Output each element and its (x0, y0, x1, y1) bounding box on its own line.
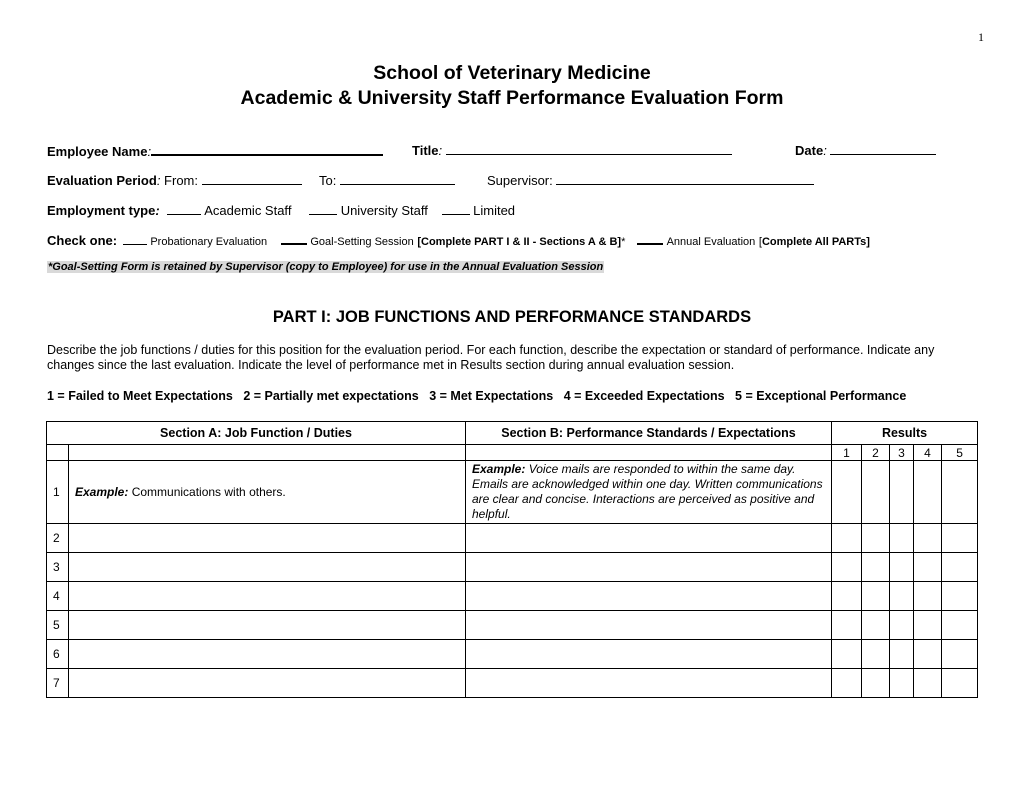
row-number: 1 (47, 461, 69, 524)
job-function-cell[interactable] (69, 669, 466, 698)
scale-1: 1 = Failed to Meet Expectations (47, 389, 233, 403)
result-cell[interactable] (832, 640, 862, 669)
row-number: 4 (47, 582, 69, 611)
to-date-field[interactable] (340, 172, 455, 185)
row-number: 7 (47, 669, 69, 698)
part1-heading: PART I: JOB FUNCTIONS AND PERFORMANCE STANDARDS (272, 308, 752, 326)
result-cell[interactable] (862, 582, 890, 611)
employment-type-row: Employment type: Academic Staff University Staff Limited (47, 203, 516, 218)
result-cell[interactable] (890, 461, 914, 524)
table-row (47, 611, 978, 640)
supervisor-group (487, 172, 814, 188)
result-cell[interactable] (832, 582, 862, 611)
scale-5: 5 = Exceptional Performance (735, 389, 907, 403)
result-cell[interactable] (862, 611, 890, 640)
job-functions-table (46, 421, 978, 698)
goal-setting-note: [Complete PART I & II - Sections A & B] (417, 236, 622, 248)
result-cell[interactable] (942, 640, 978, 669)
employee-name-field[interactable] (151, 142, 383, 156)
result-cell[interactable] (914, 553, 942, 582)
table-row (47, 582, 978, 611)
scale-4: 4 = Exceeded Expectations (563, 389, 725, 403)
page-number: 1 (978, 30, 984, 44)
date-field[interactable] (830, 142, 936, 155)
result-cell[interactable] (942, 669, 978, 698)
job-function-cell[interactable] (69, 553, 466, 582)
date-group: Date: (795, 142, 936, 158)
limited-label: Limited (473, 203, 516, 218)
result-cell[interactable] (942, 461, 978, 524)
annual-label: Annual Evaluation (666, 236, 756, 248)
example-label: Example: (75, 485, 129, 499)
result-cell[interactable] (862, 640, 890, 669)
result-cell[interactable] (832, 461, 862, 524)
supervisor-field[interactable] (556, 172, 814, 185)
university-staff-checkbox[interactable] (309, 202, 337, 215)
result-level-3: 3 (890, 445, 914, 461)
result-cell[interactable] (890, 582, 914, 611)
result-level-4: 4 (914, 445, 942, 461)
from-date-field[interactable] (202, 172, 302, 185)
rating-scale (47, 389, 913, 403)
result-cell[interactable] (862, 553, 890, 582)
section-b-header: Section B: Performance Standards / Expectations (466, 422, 832, 445)
result-cell[interactable] (832, 611, 862, 640)
title-label: Title (412, 143, 439, 158)
job-function-cell[interactable] (69, 461, 466, 524)
employee-name-label: Employee Name (47, 144, 148, 159)
result-level-1: 1 (832, 445, 862, 461)
scale-3: 3 = Met Expectations (429, 389, 554, 403)
title-group: Title: (412, 142, 732, 158)
result-level-2: 2 (862, 445, 890, 461)
table-header-row (47, 422, 978, 445)
result-cell[interactable] (914, 461, 942, 524)
results-level-row (47, 445, 978, 461)
supervisor-label: Supervisor: (487, 173, 553, 188)
result-cell[interactable] (890, 640, 914, 669)
performance-standard-cell[interactable] (466, 524, 832, 553)
annual-note: Complete All PARTs (761, 236, 867, 248)
result-cell[interactable] (832, 524, 862, 553)
table-row (47, 524, 978, 553)
result-cell[interactable] (832, 669, 862, 698)
from-label: From: (160, 173, 198, 188)
result-cell[interactable] (942, 582, 978, 611)
employee-info-row: Employee Name: (47, 142, 383, 159)
form-title: Academic & University Staff Performance Evaluation Form (240, 87, 784, 109)
result-cell[interactable] (890, 611, 914, 640)
evaluation-period-row: Evaluation Period: From: (47, 172, 302, 188)
result-cell[interactable] (914, 524, 942, 553)
performance-standard-cell[interactable] (466, 611, 832, 640)
performance-standard-cell[interactable] (466, 582, 832, 611)
row-number: 6 (47, 640, 69, 669)
employment-type-label: Employment type (47, 203, 156, 218)
scale-2: 2 = Partially met expectations (243, 389, 419, 403)
goal-setting-retention-note: *Goal-Setting Form is retained by Supervisor (copy to Employee) for use in the Annual Evaluation Session (48, 261, 604, 273)
performance-standard-cell[interactable] (466, 640, 832, 669)
example-label: Example: (472, 462, 526, 476)
goal-setting-checkbox[interactable] (281, 231, 307, 245)
row-number: 5 (47, 611, 69, 640)
result-cell[interactable] (890, 553, 914, 582)
result-cell[interactable] (914, 669, 942, 698)
academic-staff-label: Academic Staff (204, 203, 292, 218)
check-one-label: Check one: (47, 233, 118, 248)
result-cell[interactable] (890, 524, 914, 553)
result-cell[interactable] (942, 524, 978, 553)
performance-standard-cell[interactable] (466, 553, 832, 582)
section-a-header: Section A: Job Function / Duties (47, 422, 466, 445)
result-cell[interactable] (832, 553, 862, 582)
job-function-cell[interactable] (69, 582, 466, 611)
result-cell[interactable] (862, 461, 890, 524)
table-row (47, 461, 978, 524)
limited-checkbox[interactable] (442, 202, 470, 215)
to-label: To: (319, 173, 337, 188)
results-header: Results (832, 422, 978, 445)
result-cell[interactable] (914, 611, 942, 640)
check-one-row: Check one: Probationary Evaluation Goal-Setting Session [Complete PART I & II - Sections A & B]* Annual Evaluation [Complete All PARTs] (47, 233, 870, 248)
part1-description: Describe the job functions / duties for this position for the evaluation period. For each function, describe the expectation or standard of performance. Indicate any changes since the last evaluation. Indicate the level of performance met in Results section during annual evaluation session. (47, 343, 935, 372)
job-function-cell[interactable] (69, 524, 466, 553)
academic-staff-checkbox[interactable] (167, 202, 201, 215)
to-group (319, 172, 455, 188)
probationary-label: Probationary Evaluation (150, 236, 268, 248)
table-row (47, 640, 978, 669)
result-cell[interactable] (890, 669, 914, 698)
example-standard: Voice mails are responded to within the same day. Emails are acknowledged within one day. Written communications are clear and concise. Interactions are perceived as positive and helpful. (472, 462, 823, 521)
row-number: 3 (47, 553, 69, 582)
date-label: Date (795, 143, 824, 158)
form-title-school: School of Veterinary Medicine (373, 62, 651, 84)
row-number: 2 (47, 524, 69, 553)
evaluation-period-label: Evaluation Period (47, 173, 157, 188)
result-cell[interactable] (914, 582, 942, 611)
result-cell[interactable] (862, 524, 890, 553)
goal-setting-label: Goal-Setting Session (310, 236, 414, 248)
table-row (47, 669, 978, 698)
performance-standard-cell[interactable] (466, 669, 832, 698)
result-cell[interactable] (942, 611, 978, 640)
university-staff-label: University Staff (340, 203, 428, 218)
job-function-cell[interactable] (69, 640, 466, 669)
result-cell[interactable] (914, 640, 942, 669)
result-cell[interactable] (862, 669, 890, 698)
probationary-checkbox[interactable] (123, 232, 147, 245)
job-function-cell[interactable] (69, 611, 466, 640)
result-cell[interactable] (942, 553, 978, 582)
result-level-5: 5 (942, 445, 978, 461)
annual-checkbox[interactable] (637, 231, 663, 245)
title-field[interactable] (446, 142, 732, 155)
table-row (47, 553, 978, 582)
performance-standard-cell[interactable] (466, 461, 832, 524)
example-function: Communications with others. (128, 485, 286, 499)
